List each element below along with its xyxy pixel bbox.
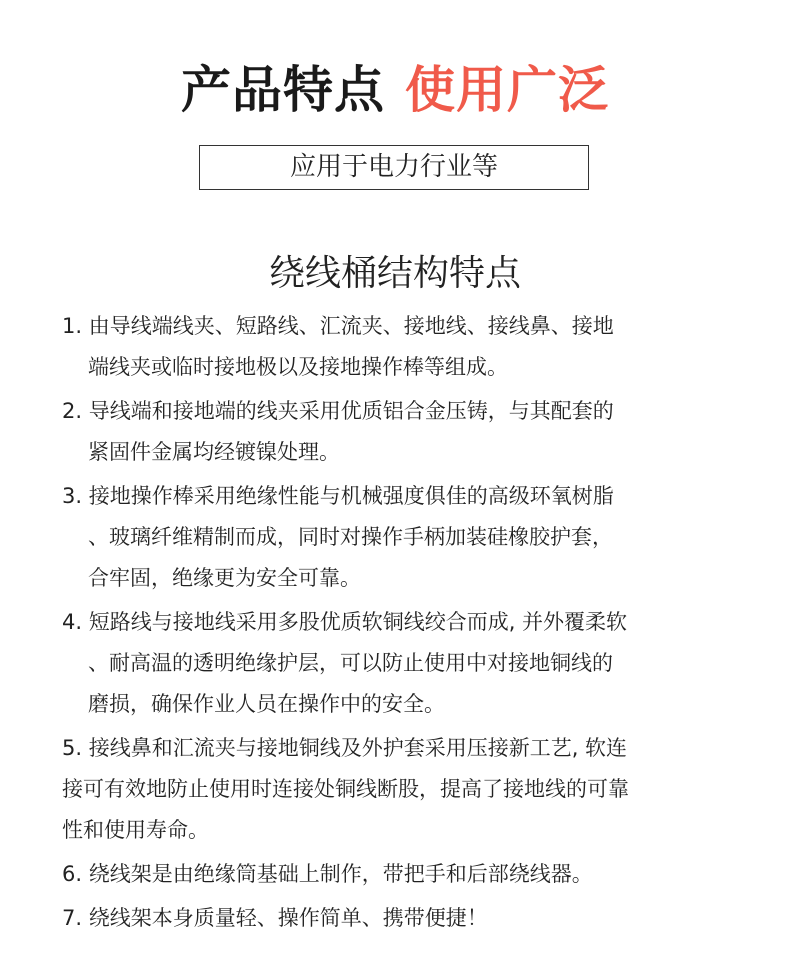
section-title: 绕线桶结构特点 — [268, 253, 521, 294]
headline-main: 产品特点 — [181, 61, 385, 119]
feature-item-5 — [62, 728, 752, 851]
feature-line: 6. 绕线架是由绝缘筒基础上制作，带把手和后部绕线器。 — [62, 862, 593, 886]
feature-line: 7. 绕线架本身质量轻、操作简单、携带便捷！ — [62, 906, 488, 930]
feature-line: 、玻璃纤维精制而成，同时对操作手柄加装硅橡胶护套， — [88, 525, 613, 549]
feature-line: 3. 接地操作棒采用绝缘性能与机械强度俱佳的高级环氧树脂 — [62, 484, 614, 508]
feature-line: 磨损，确保作业人员在操作中的安全。 — [88, 692, 445, 716]
page-headline — [0, 58, 790, 122]
feature-line: 2. 导线端和接地端的线夹采用优质铝合金压铸，与其配套的 — [62, 399, 614, 423]
feature-item-2 — [62, 391, 752, 473]
feature-line: 接可有效地防止使用时连接处铜线断股，提高了接地线的可靠 — [62, 777, 629, 801]
feature-item-6 — [62, 854, 752, 895]
feature-line: 合牢固，绝缘更为安全可靠。 — [88, 566, 361, 590]
feature-line: 紧固件金属均经镀镍处理。 — [88, 440, 340, 464]
feature-line: 、耐高温的透明绝缘护层，可以防止使用中对接地铜线的 — [88, 651, 613, 675]
feature-line: 5. 接线鼻和汇流夹与接地铜线及外护套采用压接新工艺, 软连 — [62, 736, 628, 760]
feature-item-4 — [62, 602, 752, 725]
feature-line: 1. 由导线端线夹、短路线、汇流夹、接地线、接线鼻、接地 — [62, 314, 614, 338]
feature-line: 性和使用寿命。 — [62, 818, 209, 842]
subtitle-box: 应用于电力行业等 — [199, 145, 589, 190]
feature-line: 端线夹或临时接地极以及接地操作棒等组成。 — [88, 355, 508, 379]
feature-item-3 — [62, 476, 752, 599]
headline-accent: 使用广泛 — [405, 61, 609, 119]
feature-line: 4. 短路线与接地线采用多股优质软铜线绞合而成, 并外覆柔软 — [62, 610, 628, 634]
feature-item-7 — [62, 898, 752, 939]
feature-list — [62, 306, 752, 942]
feature-item-1 — [62, 306, 752, 388]
